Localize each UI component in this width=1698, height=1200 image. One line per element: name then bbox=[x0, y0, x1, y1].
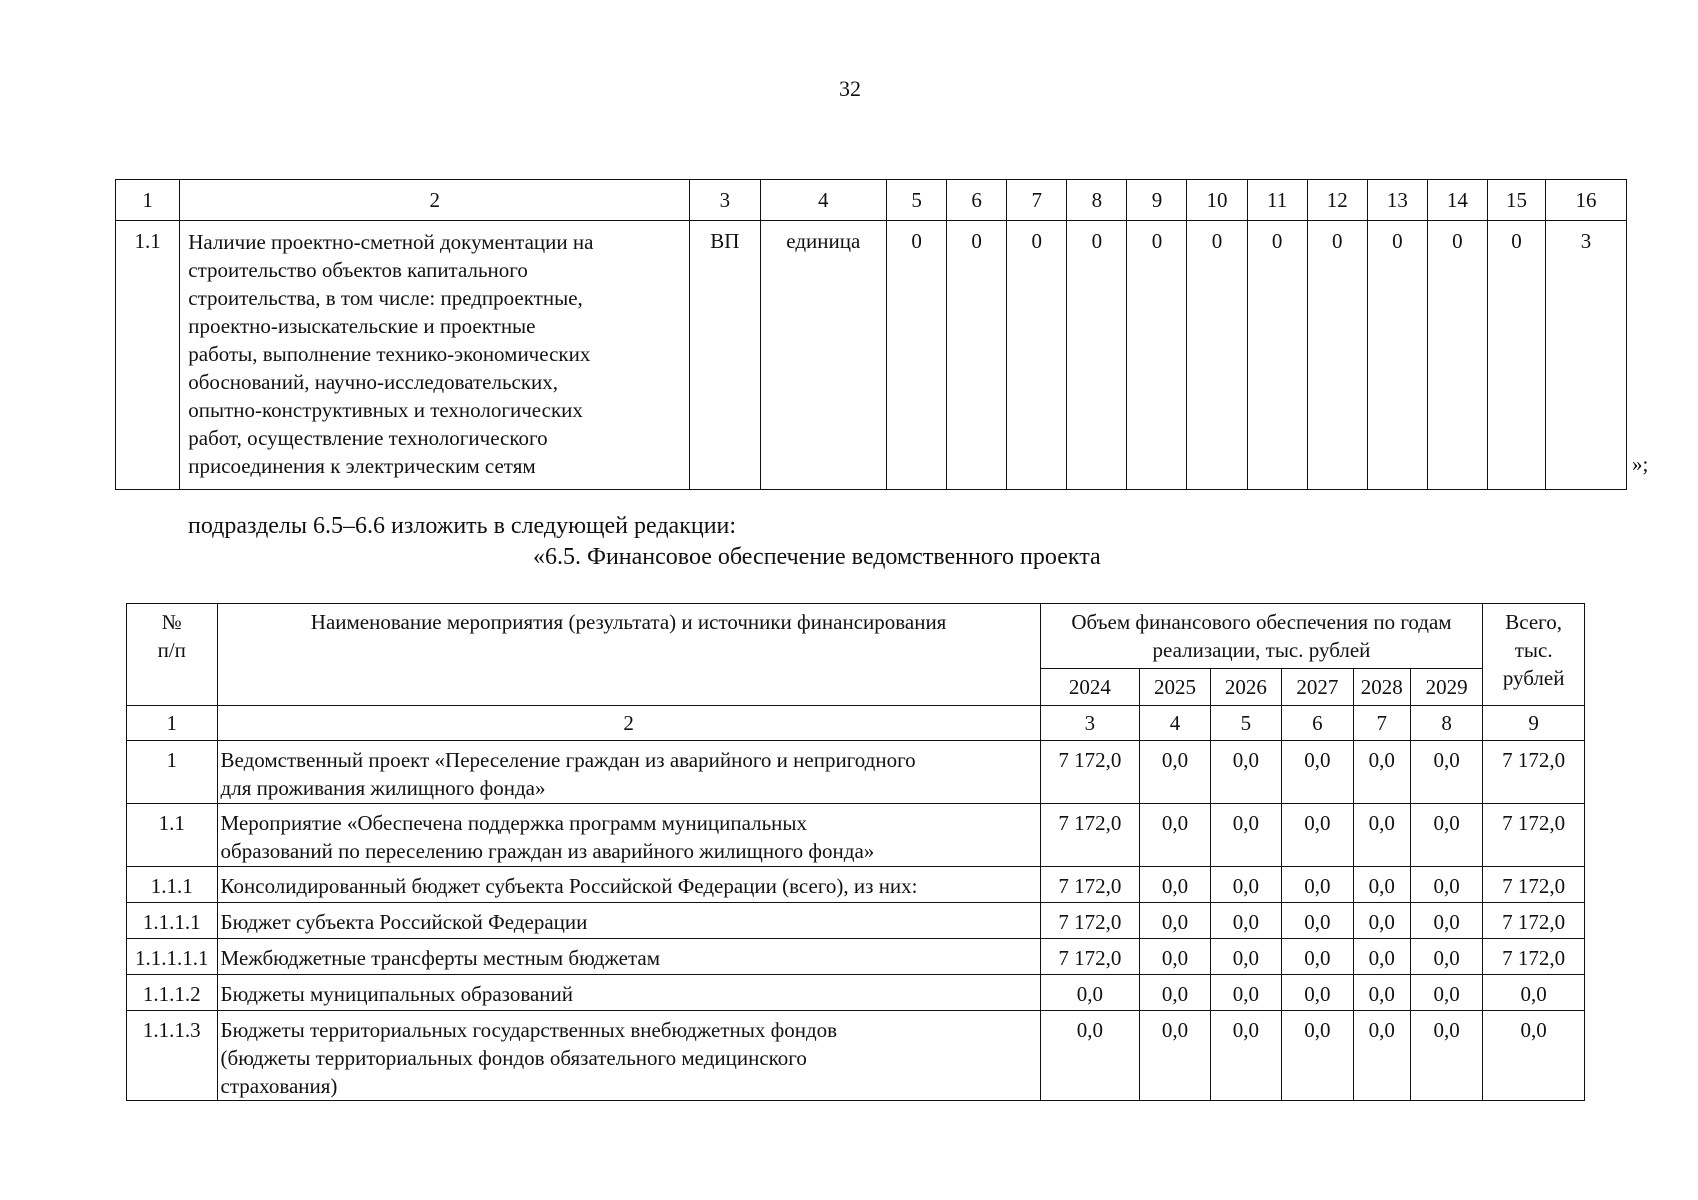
value-cell: 0,0 bbox=[1210, 939, 1281, 975]
column-number: 5 bbox=[1210, 706, 1281, 741]
column-number: 7 bbox=[1007, 180, 1067, 221]
header-line: № bbox=[161, 610, 182, 634]
name-line: Межбюджетные трансферты местным бюджетам bbox=[220, 946, 660, 970]
column-number: 2 bbox=[180, 180, 690, 221]
row-name bbox=[217, 1011, 1040, 1101]
total-cell: 7 172,0 bbox=[1483, 804, 1585, 867]
header-line: тыс. bbox=[1514, 638, 1553, 662]
table-row bbox=[127, 867, 1585, 903]
year-cell: 2027 bbox=[1282, 669, 1353, 706]
value-cell: 0,0 bbox=[1140, 903, 1210, 939]
column-number: 6 bbox=[1282, 706, 1353, 741]
row-name bbox=[217, 903, 1040, 939]
header-volume bbox=[1040, 604, 1483, 669]
value-cell: 0,0 bbox=[1140, 867, 1210, 903]
name-line: страхования) bbox=[220, 1074, 338, 1098]
header-number bbox=[127, 604, 218, 706]
indicator-table bbox=[115, 179, 1627, 490]
name-line: обоснований, научно-исследовательских, bbox=[188, 370, 559, 394]
value-cell: 0,0 bbox=[1140, 939, 1210, 975]
column-number: 9 bbox=[1127, 180, 1187, 221]
name-line: опытно-конструктивных и технологических bbox=[188, 398, 583, 422]
indicator-unit: единица bbox=[760, 221, 886, 490]
value-cell: 0,0 bbox=[1353, 1011, 1410, 1101]
value-cell: 0,0 bbox=[1140, 741, 1210, 804]
value-cell: 0,0 bbox=[1210, 903, 1281, 939]
row-number: 1.1 bbox=[127, 804, 218, 867]
table-row bbox=[127, 903, 1585, 939]
value-cell: 0,0 bbox=[1410, 975, 1482, 1011]
name-line: Бюджеты муниципальных образований bbox=[220, 982, 573, 1006]
value-cell: 0,0 bbox=[1282, 975, 1353, 1011]
column-number: 9 bbox=[1483, 706, 1585, 741]
table-row bbox=[127, 741, 1585, 804]
value-cell: 0,0 bbox=[1353, 804, 1410, 867]
header-total bbox=[1483, 604, 1585, 706]
value-cell: 0,0 bbox=[1210, 867, 1281, 903]
value-cell: 0,0 bbox=[1410, 939, 1482, 975]
column-number: 5 bbox=[887, 180, 947, 221]
name-line: работы, выполнение технико-экономических bbox=[188, 342, 591, 366]
value-cell: 0,0 bbox=[1282, 867, 1353, 903]
column-number: 3 bbox=[1040, 706, 1140, 741]
value-cell: 0 bbox=[1187, 221, 1247, 490]
value-cell: 7 172,0 bbox=[1040, 804, 1140, 867]
finance-table bbox=[126, 603, 1585, 1101]
row-name bbox=[217, 939, 1040, 975]
value-cell: 0,0 bbox=[1353, 741, 1410, 804]
header-name: Наименование мероприятия (результата) и источники финансирования bbox=[217, 604, 1040, 706]
column-number: 12 bbox=[1307, 180, 1367, 221]
name-line: Бюджеты территориальных государственных внебюджетных фондов bbox=[220, 1018, 838, 1042]
value-cell: 7 172,0 bbox=[1040, 903, 1140, 939]
value-cell: 0,0 bbox=[1140, 975, 1210, 1011]
name-line: Мероприятие «Обеспечена поддержка программ муниципальных bbox=[220, 811, 808, 835]
column-number: 15 bbox=[1487, 180, 1545, 221]
name-line: (бюджеты территориальных фондов обязательного медицинского bbox=[220, 1046, 807, 1070]
value-cell: 0,0 bbox=[1410, 903, 1482, 939]
year-cell: 2028 bbox=[1353, 669, 1410, 706]
column-number: 6 bbox=[947, 180, 1007, 221]
value-cell: 0,0 bbox=[1353, 867, 1410, 903]
value-cell: 0 bbox=[1487, 221, 1545, 490]
row-name bbox=[217, 741, 1040, 804]
value-cell: 0 bbox=[1367, 221, 1427, 490]
value-cell: 0,0 bbox=[1210, 804, 1281, 867]
intro-text: подразделы 6.5–6.6 изложить в следующей редакции: bbox=[188, 513, 737, 539]
value-cell: 0,0 bbox=[1353, 975, 1410, 1011]
name-line: образований по переселению граждан из аварийного жилищного фонда» bbox=[220, 839, 875, 863]
total-cell: 7 172,0 bbox=[1483, 939, 1585, 975]
table-header-row bbox=[127, 604, 1585, 669]
row-number: 1.1.1.3 bbox=[127, 1011, 218, 1101]
total-cell: 7 172,0 bbox=[1483, 741, 1585, 804]
header-line: Всего, bbox=[1505, 610, 1563, 634]
indicator-type: ВП bbox=[690, 221, 760, 490]
total-cell: 0,0 bbox=[1483, 975, 1585, 1011]
value-cell: 0 bbox=[1067, 221, 1127, 490]
value-cell: 0,0 bbox=[1282, 1011, 1353, 1101]
name-line: Консолидированный бюджет субъекта Российской Федерации (всего), из них: bbox=[220, 874, 918, 898]
column-number: 11 bbox=[1247, 180, 1307, 221]
year-cell: 2029 bbox=[1410, 669, 1482, 706]
column-number: 3 bbox=[690, 180, 760, 221]
table-row bbox=[127, 1011, 1585, 1101]
value-cell: 0,0 bbox=[1140, 804, 1210, 867]
value-cell: 0,0 bbox=[1210, 1011, 1281, 1101]
value-cell: 0,0 bbox=[1410, 804, 1482, 867]
name-line: присоединения к электрическим сетям bbox=[188, 454, 536, 478]
row-number: 1.1.1 bbox=[127, 867, 218, 903]
column-number: 8 bbox=[1410, 706, 1482, 741]
row-name bbox=[217, 804, 1040, 867]
value-cell: 0,0 bbox=[1282, 804, 1353, 867]
column-number: 16 bbox=[1545, 180, 1626, 221]
value-cell: 0,0 bbox=[1282, 939, 1353, 975]
section-title: «6.5. Финансовое обеспечение ведомственного проекта bbox=[533, 544, 1101, 570]
value-cell: 0,0 bbox=[1140, 1011, 1210, 1101]
table-header-row bbox=[116, 180, 1627, 221]
column-number: 4 bbox=[1140, 706, 1210, 741]
value-cell: 0 bbox=[1007, 221, 1067, 490]
name-line: Ведомственный проект «Переселение граждан из аварийного и непригодного bbox=[220, 748, 916, 772]
year-cell: 2026 bbox=[1210, 669, 1281, 706]
value-cell: 0,0 bbox=[1210, 975, 1281, 1011]
row-number: 1.1 bbox=[116, 221, 180, 490]
closing-quote: »; bbox=[1632, 452, 1649, 476]
table-row bbox=[127, 804, 1585, 867]
header-line: п/п bbox=[157, 638, 186, 662]
header-line: Объем финансового обеспечения по годам bbox=[1071, 610, 1452, 634]
table-row bbox=[127, 939, 1585, 975]
row-number: 1.1.1.1 bbox=[127, 903, 218, 939]
value-cell: 0 bbox=[887, 221, 947, 490]
value-cell: 7 172,0 bbox=[1040, 939, 1140, 975]
column-number: 8 bbox=[1067, 180, 1127, 221]
total-cell: 7 172,0 bbox=[1483, 867, 1585, 903]
value-cell: 0,0 bbox=[1410, 867, 1482, 903]
name-line: работ, осуществление технологического bbox=[188, 426, 548, 450]
value-cell: 3 bbox=[1545, 221, 1626, 490]
indicator-name bbox=[180, 221, 690, 490]
name-line: Наличие проектно-сметной документации на bbox=[188, 230, 594, 254]
column-number: 1 bbox=[116, 180, 180, 221]
row-name bbox=[217, 975, 1040, 1011]
value-cell: 0 bbox=[1127, 221, 1187, 490]
row-number: 1.1.1.2 bbox=[127, 975, 218, 1011]
column-number: 4 bbox=[760, 180, 886, 221]
value-cell: 0,0 bbox=[1410, 741, 1482, 804]
value-cell: 7 172,0 bbox=[1040, 867, 1140, 903]
value-cell: 0,0 bbox=[1353, 939, 1410, 975]
value-cell: 0,0 bbox=[1040, 1011, 1140, 1101]
value-cell: 0,0 bbox=[1410, 1011, 1482, 1101]
name-line: проектно-изыскательские и проектные bbox=[188, 314, 536, 338]
row-number: 1 bbox=[127, 741, 218, 804]
header-line: реализации, тыс. рублей bbox=[1152, 638, 1371, 662]
total-cell: 0,0 bbox=[1483, 1011, 1585, 1101]
name-line: Бюджет субъекта Российской Федерации bbox=[220, 910, 588, 934]
value-cell: 0,0 bbox=[1282, 903, 1353, 939]
value-cell: 0,0 bbox=[1282, 741, 1353, 804]
table-row bbox=[127, 975, 1585, 1011]
column-number: 1 bbox=[127, 706, 218, 741]
column-number: 10 bbox=[1187, 180, 1247, 221]
table-row bbox=[116, 221, 1627, 490]
header-column-numbers-row bbox=[127, 706, 1585, 741]
total-cell: 7 172,0 bbox=[1483, 903, 1585, 939]
value-cell: 0,0 bbox=[1040, 975, 1140, 1011]
year-cell: 2024 bbox=[1040, 669, 1140, 706]
value-cell: 0 bbox=[1307, 221, 1367, 490]
name-line: строительства, в том числе: предпроектные, bbox=[188, 286, 583, 310]
value-cell: 0 bbox=[947, 221, 1007, 490]
column-number: 7 bbox=[1353, 706, 1410, 741]
column-number: 2 bbox=[217, 706, 1040, 741]
name-line: строительство объектов капитального bbox=[188, 258, 528, 282]
name-line: для проживания жилищного фонда» bbox=[220, 776, 546, 800]
header-line: рублей bbox=[1502, 666, 1565, 690]
value-cell: 0 bbox=[1247, 221, 1307, 490]
value-cell: 0 bbox=[1427, 221, 1487, 490]
value-cell: 7 172,0 bbox=[1040, 741, 1140, 804]
column-number: 14 bbox=[1427, 180, 1487, 221]
row-number: 1.1.1.1.1 bbox=[127, 939, 218, 975]
row-name bbox=[217, 867, 1040, 903]
value-cell: 0,0 bbox=[1210, 741, 1281, 804]
value-cell: 0,0 bbox=[1353, 903, 1410, 939]
column-number: 13 bbox=[1367, 180, 1427, 221]
page-number: 32 bbox=[839, 76, 861, 101]
year-cell: 2025 bbox=[1140, 669, 1210, 706]
